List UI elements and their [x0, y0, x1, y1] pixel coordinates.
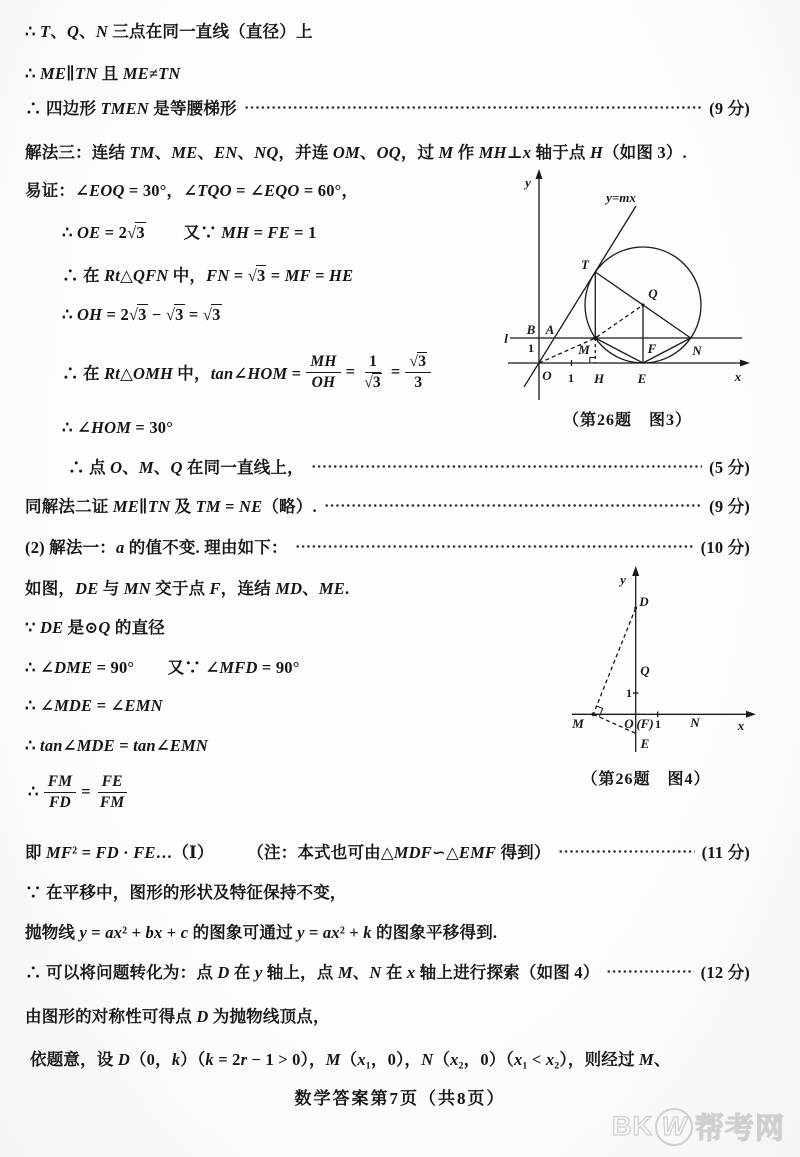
x-axis-label: x	[734, 369, 742, 384]
unit-tick-label-y: 1	[528, 341, 534, 355]
line-text: ∴ 在 Rt△OMH 中，tan∠HOM =	[62, 364, 302, 383]
score-label: (9 分)	[709, 99, 750, 118]
dotted-leader	[324, 499, 702, 512]
line-text: ∵ DE 是⊙Q 的直径	[25, 618, 165, 637]
line-text: ∴ T、Q、N 三点在同一直线（直径）上	[25, 22, 313, 41]
page-footer: 数学答案第7页（共8页）	[294, 1089, 506, 1108]
answer-line	[62, 418, 173, 438]
line-text: 抛物线 y = ax² + bx + c 的图象可通过 y = ax² + k 的图象平移得到.	[25, 923, 498, 942]
answer-line	[25, 879, 347, 903]
answer-line	[25, 1003, 330, 1027]
y-axis-arrow	[632, 566, 639, 576]
line-l-label: l	[504, 331, 508, 346]
fraction: $\frac{FM}{FD}$	[44, 773, 77, 810]
line-text: ∴ tan∠MDE = tan∠EMN	[25, 736, 209, 755]
x-axis-label: x	[737, 718, 745, 733]
y-axis-label: y	[620, 572, 626, 587]
line-text: ∴ OH = 2√3 − √3 = √3	[62, 305, 221, 324]
answer-line	[62, 219, 317, 243]
point-F-label: (F)	[636, 716, 654, 731]
point-Q-label: Q	[648, 286, 658, 301]
dotted-leader	[558, 845, 695, 858]
answer-line	[25, 654, 300, 678]
fraction: $\frac{√3}{3}$	[405, 353, 431, 390]
line-text: ∴ OE = 2√3 又∵ MH = FE = 1	[62, 223, 317, 242]
equals-sign: =	[81, 782, 91, 801]
score-label: (12 分)	[700, 963, 750, 982]
point-M-label: M	[578, 342, 590, 357]
answer-line	[25, 696, 163, 716]
dotted-leader	[295, 540, 694, 553]
point-N-label: N	[690, 715, 700, 730]
answer-line	[62, 262, 353, 286]
answer-line	[25, 919, 497, 943]
answer-line	[25, 575, 349, 599]
watermark-letter-k: K	[632, 1111, 653, 1141]
figure4-diagram	[565, 560, 765, 765]
watermark-logo	[612, 1106, 785, 1147]
line-text: 由图形的对称性可得点 D 为抛物线顶点，	[25, 1007, 330, 1026]
watermark-w-circle-icon: W	[655, 1108, 693, 1146]
answer-line-fraction	[28, 769, 133, 815]
line-text: ∴ 在 Rt△QFN 中，FN = √3 = MF = HE	[62, 266, 354, 285]
answer-line	[68, 454, 750, 478]
line-text: 同解法二证 ME∥TN 及 TM = NE（略）.	[25, 497, 317, 516]
point-Q	[641, 303, 644, 306]
score-label: (5 分)	[709, 458, 750, 477]
watermark-site-name: 帮考网	[695, 1113, 786, 1145]
equals-sign: =	[345, 362, 356, 381]
point-Q-label: Q	[640, 663, 650, 678]
answer-line	[25, 959, 750, 983]
line-text: ∵ 在平移中，图形的形状及特征保持不变，	[25, 883, 347, 902]
line-text: 如图，DE 与 MN 交于点 F，连结 MD、ME.	[25, 579, 350, 598]
right-angle-mark-H	[590, 358, 596, 364]
line-text: ∴ ME∥TN 且 ME≠TN	[25, 64, 181, 83]
origin-label: O	[542, 368, 552, 383]
segment-ME	[595, 338, 643, 363]
equals-sign: =	[390, 362, 401, 381]
figure4-caption: （第26题 图4）	[581, 771, 711, 788]
line-text: ∴ 点 O、M、Q 在同一直线上，	[68, 458, 304, 477]
x-axis-arrow	[740, 360, 750, 367]
fraction: $\frac{MH}{OH}$	[306, 353, 340, 390]
point-B-label: B	[526, 322, 536, 337]
unit-tick-label-x: 1	[568, 371, 574, 385]
dotted-leader	[244, 101, 702, 114]
watermark-letter-b: B	[612, 1111, 633, 1141]
dotted-leader	[311, 460, 702, 473]
answer-line	[25, 736, 208, 756]
answer-line	[25, 139, 687, 163]
line-text: 易证：∠EOQ = 30°，∠TQO = ∠EQO = 60°，	[25, 181, 359, 200]
answer-line	[25, 534, 750, 558]
point-E-label: E	[640, 736, 650, 751]
line-text: 依题意，设 D（0，k）（k = 2r − 1 > 0），M（x₁，0），N（x₂，0）（x₁ < x₂），则经过 M、	[30, 1050, 671, 1069]
point-T-label: T	[581, 257, 589, 272]
line-text: ∴ ∠MDE = ∠EMN	[25, 696, 163, 715]
answer-line	[25, 60, 181, 84]
answer-line	[25, 839, 750, 863]
point-N-label: N	[692, 343, 702, 358]
point-D	[634, 607, 637, 610]
point-F-label: F	[647, 341, 657, 356]
point-E-label: E	[637, 371, 647, 386]
line-text: ∴ 可以将问题转化为：点 D 在 y 轴上，点 M、N 在 x 轴上进行探索（如图 4）	[25, 963, 600, 982]
line-text: 解法三：连结 TM、ME、EN、NQ，并连 OM、OQ，过 M 作 MH⊥x 轴于点 H（如图 3）.	[25, 143, 687, 162]
point-M-label: M	[572, 716, 584, 731]
line-text: ∴ ∠DME = 90° 又∵ ∠MFD = 90°	[25, 658, 300, 677]
point-H-label: H	[593, 371, 605, 386]
fraction: $\frac{1}{√3}$	[364, 353, 381, 391]
point-M	[592, 713, 596, 717]
y-axis-arrow	[536, 169, 543, 179]
y-axis-label: y	[525, 175, 531, 190]
line-text: ∴	[28, 782, 39, 801]
line-text: ∴ 四边形 TMEN 是等腰梯形	[25, 99, 237, 118]
point-A-label: A	[545, 322, 555, 337]
line-text: (2) 解法一：a 的值不变. 理由如下：	[25, 538, 288, 557]
answer-line-fraction	[62, 349, 436, 395]
figure3-caption: （第26题 图3）	[562, 412, 692, 429]
origin-label: O	[624, 716, 634, 731]
answer-line	[30, 1046, 671, 1070]
answer-line	[25, 18, 313, 42]
unit-tick-label-x: 1	[655, 717, 661, 731]
figure3-diagram	[500, 165, 790, 405]
point-M	[593, 336, 597, 340]
fraction: $\frac{FE}{FM}$	[96, 773, 129, 810]
answer-line	[25, 493, 750, 517]
line-equation-label: y=mx	[606, 190, 636, 205]
score-label: (9 分)	[709, 497, 750, 516]
answer-line	[25, 177, 358, 201]
point-D-label: D	[639, 594, 649, 609]
dotted-leader	[606, 965, 693, 978]
answer-line	[25, 614, 165, 638]
score-label: (10 分)	[700, 538, 750, 557]
answer-line	[25, 95, 750, 119]
line-text: 即 MF² = FD · FE…（Ⅰ） （注：本式也可由△MDF∽△EMF 得到）	[25, 843, 551, 862]
unit-tick-label-y: 1	[626, 686, 632, 700]
score-label: (11 分)	[701, 843, 750, 862]
line-text: ∴ ∠HOM = 30°	[62, 418, 174, 437]
right-angle-mark-M	[597, 706, 603, 717]
answer-line	[62, 305, 222, 325]
line-y-equals-mx	[524, 206, 636, 387]
x-axis-arrow	[746, 711, 756, 718]
